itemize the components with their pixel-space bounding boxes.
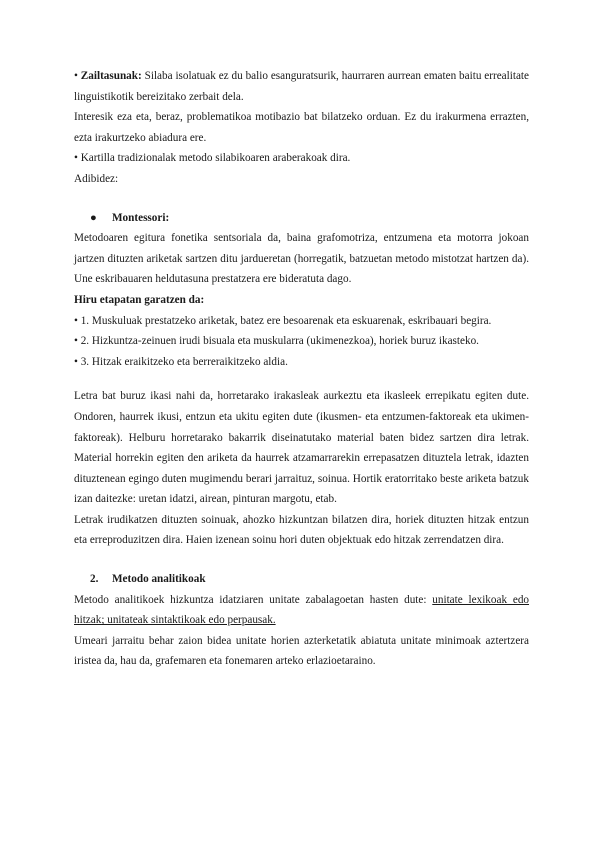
- document-page: [74, 66, 529, 672]
- montessori-heading: [74, 208, 529, 229]
- montessori-title: Montessori:: [112, 211, 170, 224]
- kartilla-line: • Kartilla tradizionalak metodo silabikoaren araberakoak dira.: [74, 152, 351, 165]
- bullet-dot-icon: ●: [90, 211, 97, 224]
- letter-paragraph: Letra bat buruz ikasi nahi da, horretarako irakasleak aurkeztu eta ikasleek errepikatu egiten dute. Ondoren, haurrek ikusi, entzun eta ukitu egiten dute (ikusmen- eta entzumen-faktoreak eta ukimen-faktoreak). Helburu horretarako bakarrik diseinatutako material baten bidez sartzen dira letrak. Material horrekin egiten den ariketa da haurrek atzamarrarekin errepasatzen dituztela letrak, idazten dituztenean egingo duten mugimendu berari jarraituz, soinua. Hortik eratorritako beste ariketa batzuk izan daitezke: uretan idatzi, airean, pinturan margotu, etab.: [74, 390, 529, 506]
- stage-item-3: • 3. Hitzak eraikitzeko eta berreraikitzeko aldia.: [74, 355, 288, 368]
- analytic-intro-text: Metodo analitikoek hizkuntza idatziaren unitate zabalagoetan hasten dute:: [74, 593, 433, 606]
- section-number: 2.: [90, 573, 99, 586]
- analytic-methods-heading: [74, 569, 529, 590]
- analytic-intro: [74, 590, 529, 631]
- interest-paragraph: Interesik eza eta, beraz, problematikoa motibazio bat bilatzeko orduan. Ez du irakurmena errazten, ezta irakurtzeko abiadura ere.: [74, 111, 529, 144]
- example-label: Adibidez:: [74, 172, 119, 185]
- montessori-intro: Metodoaren egitura fonetika sentsoriala da, baina grafomotriza, entzumena eta motorra jokoan jartzen dituzten ariketak sartzen ditu jardueretan (horregatik, batzuetan metodo mistotzat hartzen da). Une eskribauaren heldutasuna prestatzera ere bideratuta dago.: [74, 232, 529, 286]
- sounds-paragraph: Letrak irudikatzen dituzten soinuak, ahozko hizkuntzan bilatzen dira, horiek dituzten hitzak entzun eta erreproduzitzen dira. Haien izenean soinu hori duten objektuak edo hitzak zerrendatzen dira.: [74, 513, 529, 547]
- stages-heading: Hiru etapatan garatzen da:: [74, 293, 205, 306]
- bullet-mark: •: [74, 70, 78, 82]
- difficulties-text: Silaba isolatuak ez du balio esanguratsurik, haurraren aurrean ematen baitu errealitate linguistikotik bereizitako zerbait dela.: [74, 70, 529, 103]
- analytic-paragraph: Umeari jarraitu behar zaion bidea unitate horien azterketatik abiatuta unitate minimoak aztertzera iristea da, hau da, grafemaren eta fonemaren arteko erlazioetaraino.: [74, 634, 529, 668]
- difficulties-label: Zailtasunak:: [80, 70, 142, 82]
- stage-item-1: • 1. Muskuluak prestatzeko ariketak, batez ere besoarenak eta eskuarenak, eskribauari begira.: [74, 314, 492, 327]
- stage-item-2: • 2. Hizkuntza-zeinuen irudi bisuala eta muskularra (ukimenezkoa), horiek buruz ikasteko.: [74, 335, 479, 348]
- analytic-methods-title: Metodo analitikoak: [112, 573, 206, 586]
- analytic-units-underlined: unitate lexikoak edo hitzak; unitateak sintaktikoak edo perpausak.: [74, 593, 530, 627]
- difficulties-paragraph: [74, 66, 529, 107]
